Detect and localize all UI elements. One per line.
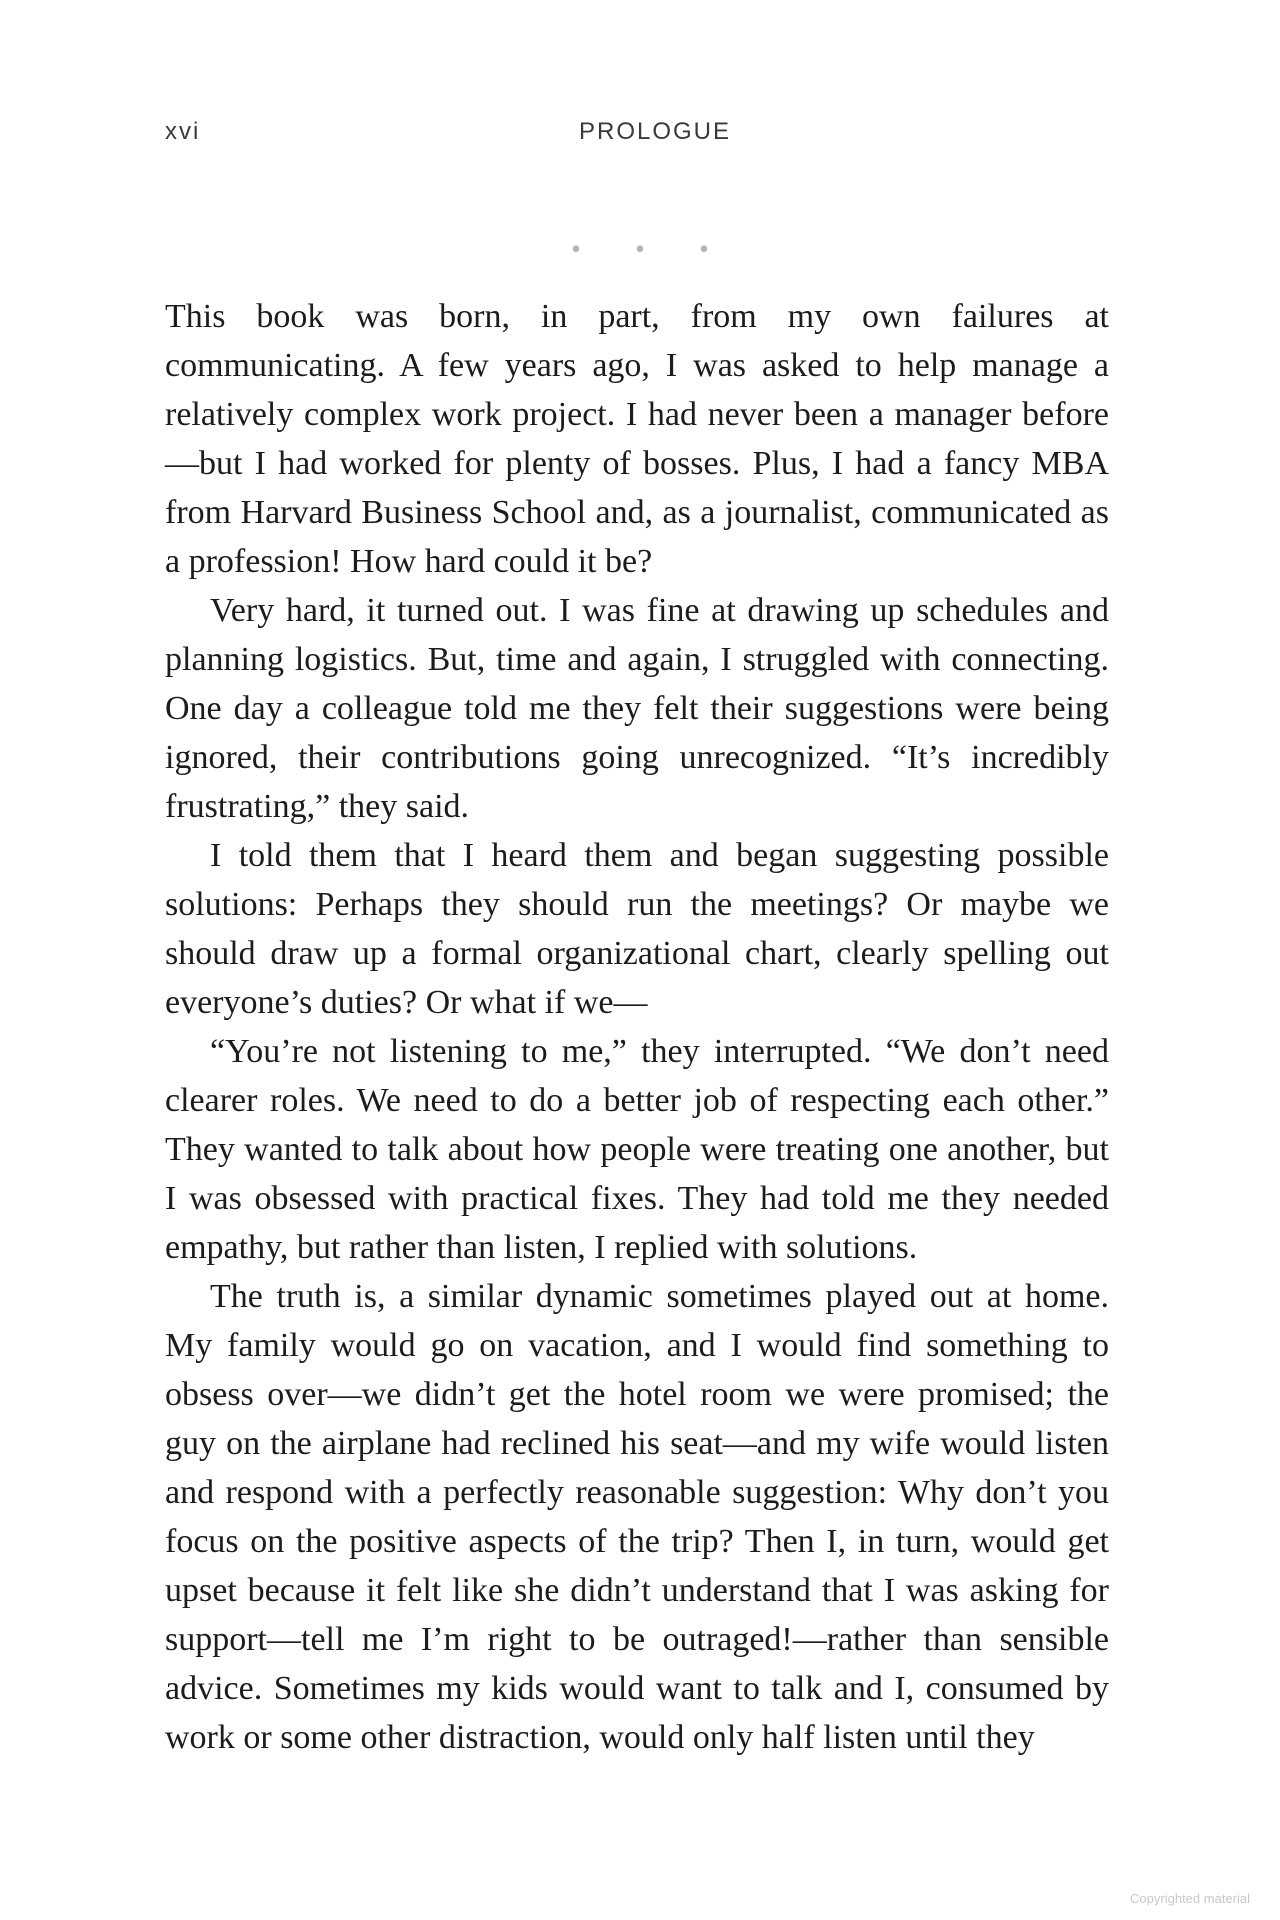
page-number: xvi xyxy=(165,118,201,145)
paragraph: The truth is, a similar dynamic sometimes played out at home. My family would go on vacation, and I would find something to obsess over—we didn’t get the hotel room we were promised; the guy on the airplane had reclined his seat—and my wife would listen and respond with a perfectly reasonable suggestion: Why don’t you focus on the positive aspects of the trip? Then I, in turn, would get upset because it felt like she didn’t understand that I was asking for support—tell me I’m right to be outraged!—rather than sensible advice. Sometimes my kids would want to talk and I, consumed by work or some other distraction, would only half listen until they xyxy=(165,1278,1109,1756)
paragraph: “You’re not listening to me,” they interrupted. “We don’t need clearer roles. We need to do a better job of respecting each other.” They wanted to talk about how people were treating one another, but I was obsessed with practical fixes. They had told me they needed empathy, but rather than listen, I replied with solutions. xyxy=(165,1033,1109,1266)
paragraph: I told them that I heard them and began suggesting possible solutions: Perhaps they should run the meetings? Or maybe we should draw up a formal organizational chart, clearly spelling out everyone’s duties? Or what if we— xyxy=(165,837,1109,1021)
chapter-title: PROLOGUE xyxy=(578,118,732,145)
running-head xyxy=(165,118,1115,148)
paragraph: This book was born, in part, from my own failures at communicating. A few years ago, I was asked to help manage a relatively complex work project. I had never been a manager before—but I had worked for plenty of bosses. Plus, I had a fancy MBA from Harvard Business School and, as a journalist, communicated as a profession! How hard could it be? xyxy=(165,298,1109,580)
copyright-watermark: Copyrighted material xyxy=(1130,1891,1250,1906)
paragraph: Very hard, it turned out. I was fine at drawing up schedules and planning logistics. But, time and again, I struggled with connecting. One day a colleague told me they felt their suggestions were being ignored, their contributions going unrecognized. “It’s incredibly frustrating,” they said. xyxy=(165,592,1109,825)
body-text xyxy=(165,292,1109,1762)
section-break-ornament: • • • xyxy=(569,238,733,263)
